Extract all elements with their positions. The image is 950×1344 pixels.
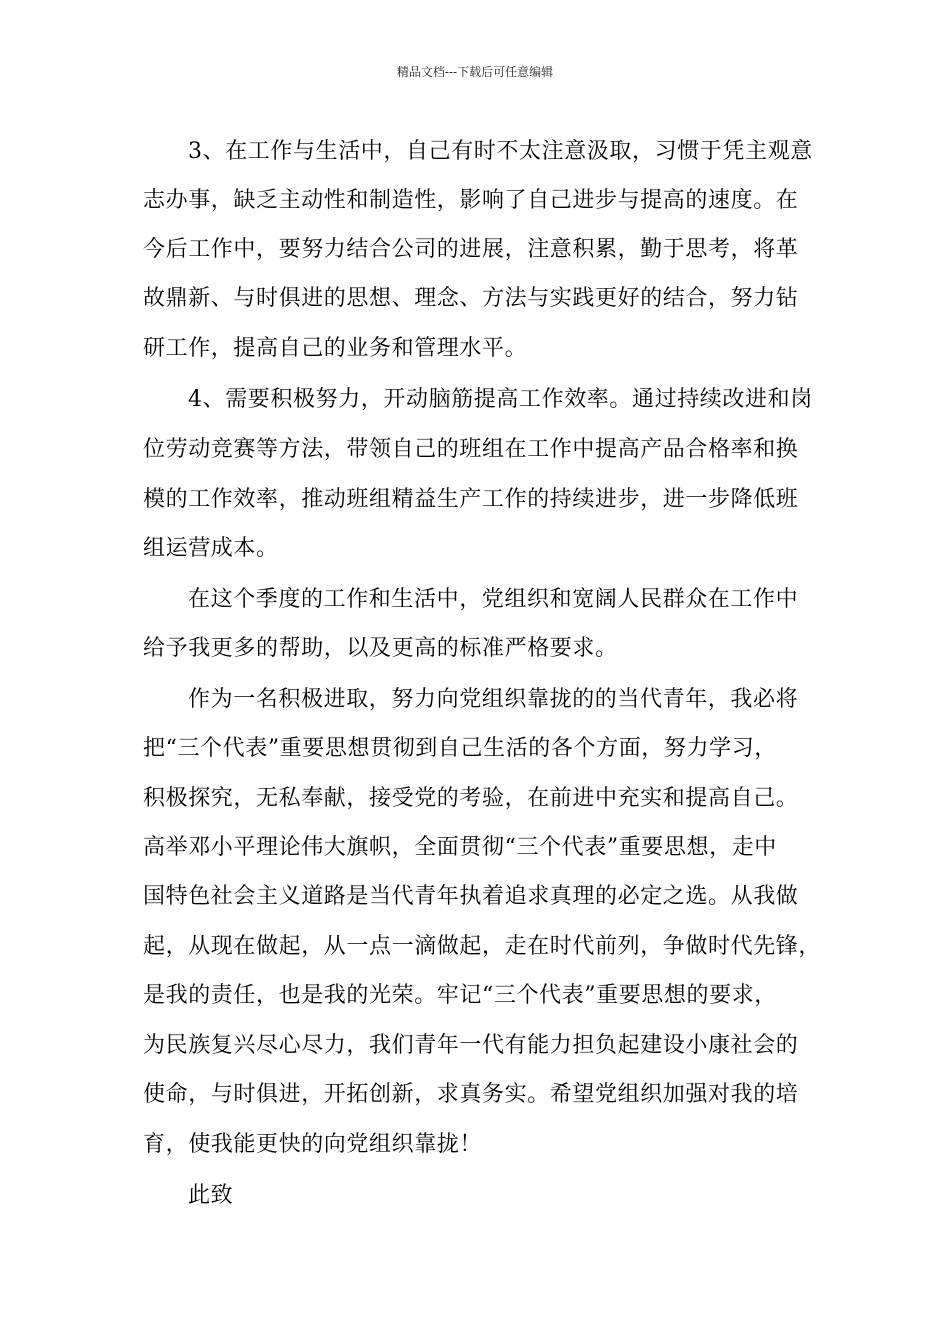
paragraph-line: 使命，与时俱进，开拓创新，求真务实。希望党组织加强对我的培 (143, 1082, 799, 1107)
paragraph-line: 今后工作中，要努力结合公司的进展，注意积累，勤于思考，将革 (143, 237, 799, 262)
paragraph-line: 作为一名积极进取，努力向党组织靠拢的的当代青年，我必将 (188, 687, 799, 712)
paragraph-line: 故鼎新、与时俱进的思想、理念、方法与实践更好的结合，努力钻 (143, 286, 799, 311)
paragraph-line: 志办事，缺乏主动性和制造性，影响了自己进步与提高的速度。在 (143, 188, 799, 213)
paragraph-line: 4、需要积极努力，开动脑筋提高工作效率。通过持续改进和岗 (188, 387, 813, 412)
paragraph-line: 是我的责任，也是我的光荣。牢记“三个代表”重要思想的要求， (143, 983, 777, 1008)
paragraph-line: 3、在工作与生活中，自己有时不太注意汲取，习惯于凭主观意 (188, 139, 813, 164)
paragraph-line: 研工作，提高自己的业务和管理水平。 (143, 336, 528, 361)
paragraph-line: 给予我更多的帮助，以及更高的标准严格要求。 (143, 636, 618, 661)
paragraph-line: 位劳动竞赛等方法，带领自己的班组在工作中提高产品合格率和换 (143, 437, 799, 462)
paragraph-line: 育，使我能更快的向党组织靠拢！ (143, 1132, 483, 1157)
paragraph-line: 高举邓小平理论伟大旗帜，全面贯彻“三个代表”重要思想，走中 (143, 835, 777, 860)
paragraph-line: 起，从现在做起，从一点一滴做起，走在时代前列，争做时代先锋， (143, 934, 822, 959)
paragraph-line: 模的工作效率，推动班组精益生产工作的持续进步，进一步降低班 (143, 487, 799, 512)
paragraph-line: 为民族复兴尽心尽力，我们青年一代有能力担负起建设小康社会的 (143, 1033, 799, 1058)
document-header: 精品文档---下载后可任意编辑 (396, 65, 554, 79)
closing-salutation: 此致 (188, 1183, 234, 1208)
paragraph-line: 在这个季度的工作和生活中，党组织和宽阔人民群众在工作中 (188, 587, 799, 612)
paragraph-line: 把“三个代表”重要思想贯彻到自己生活的各个方面，努力学习， (143, 736, 777, 761)
paragraph-line: 国特色社会主义道路是当代青年执着追求真理的必定之选。从我做 (143, 884, 799, 909)
paragraph-line: 积极探究，无私奉献，接受党的考验，在前进中充实和提高自己。 (143, 786, 799, 811)
paragraph-line: 组运营成本。 (143, 536, 279, 561)
